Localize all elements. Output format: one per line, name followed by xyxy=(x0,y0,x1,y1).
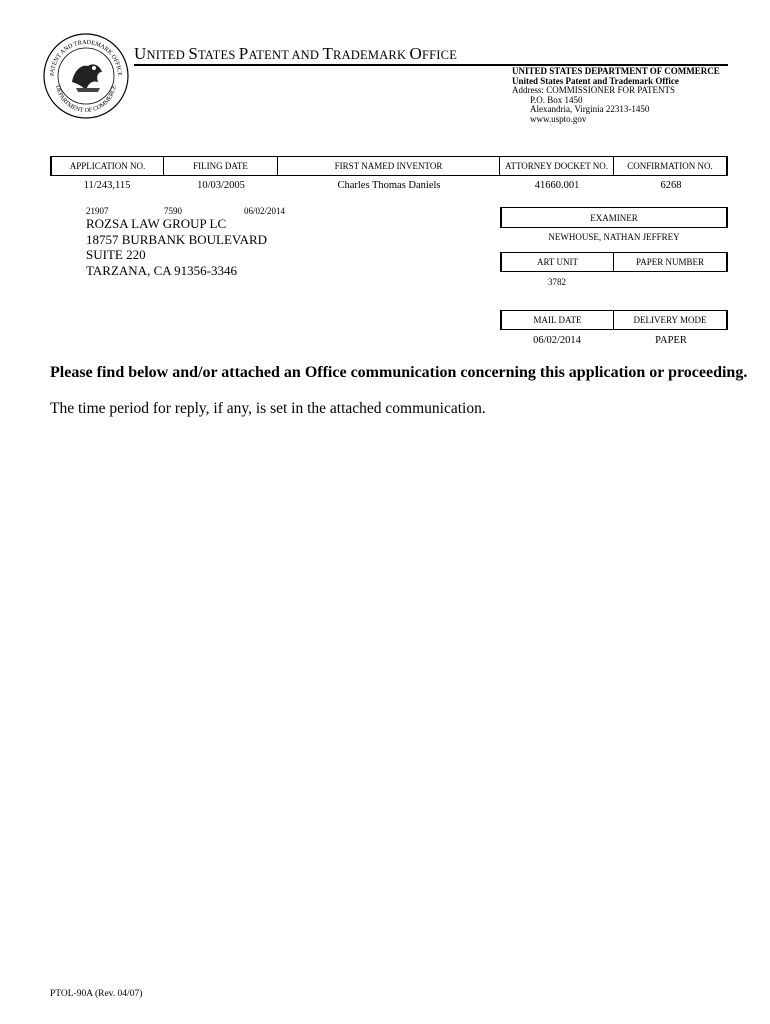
application-table-values xyxy=(50,180,728,191)
address-city: TARZANA, CA 91356-3346 xyxy=(86,262,237,278)
website: www.uspto.gov xyxy=(530,113,587,124)
correspondence-date: 06/02/2014 xyxy=(244,206,286,216)
office-communication-notice: Please find below and/or attached an Office communication concerning this application or proceeding. xyxy=(50,364,748,381)
department-address-block xyxy=(512,67,720,124)
form-identifier: PTOL-90A (Rev. 04/07) xyxy=(50,989,143,999)
header-application-no: APPLICATION NO. xyxy=(50,156,164,176)
art-unit-header xyxy=(500,252,728,272)
inventor-value: Charles Thomas Daniels xyxy=(337,180,441,191)
examiner-name: NEWHOUSE, NATHAN JEFFREY xyxy=(548,232,680,242)
application-no-value: 11/243,115 xyxy=(83,180,131,191)
office-title-part: OFFICE xyxy=(409,44,458,63)
header-confirmation-no: CONFIRMATION NO. xyxy=(614,156,728,176)
delivery-mode-label: DELIVERY MODE xyxy=(614,310,728,330)
mail-date-value: 06/02/2014 xyxy=(533,335,581,346)
correspondence-codes xyxy=(86,206,285,216)
po-box: P.O. Box 1450 xyxy=(530,94,583,105)
department-name: UNITED STATES DEPARTMENT OF COMMERCE xyxy=(512,66,720,76)
correspondence-code: 7590 xyxy=(164,206,182,216)
correspondence-address xyxy=(86,216,267,278)
reply-period-text: The time period for reply, if any, is set in the attached communication. xyxy=(50,400,486,417)
confirmation-no-value: 6268 xyxy=(660,180,682,191)
header-filing-date: FILING DATE xyxy=(164,156,278,176)
mailing-header xyxy=(500,310,728,330)
office-title-part: PATENT AND xyxy=(238,44,323,63)
mail-date-label: MAIL DATE xyxy=(500,310,614,330)
examiner-label: EXAMINER xyxy=(500,207,728,228)
art-unit-value: 3782 xyxy=(548,277,566,287)
address-firm: ROZSA LAW GROUP LC xyxy=(86,216,227,231)
filing-date-value: 10/03/2005 xyxy=(197,180,245,191)
office-title-part: STATES xyxy=(188,44,239,63)
address-suite: SUITE 220 xyxy=(86,247,146,262)
address-street: 18757 BURBANK BOULEVARD xyxy=(86,231,268,247)
office-title xyxy=(134,44,457,64)
art-unit-label: ART UNIT xyxy=(500,252,614,272)
mailing-values xyxy=(500,335,728,346)
uspto-seal-icon xyxy=(42,32,130,120)
seal-bottom-text: DEPARTMENT OF COMMERCE xyxy=(54,84,118,115)
application-table-header xyxy=(50,156,728,176)
header-first-named-inventor: FIRST NAMED INVENTOR xyxy=(278,156,500,176)
city-line: Alexandria, Virginia 22313-1450 xyxy=(530,104,650,114)
address-line: Address: COMMISSIONER FOR PATENTS xyxy=(512,85,675,95)
header-attorney-docket-no: ATTORNEY DOCKET NO. xyxy=(500,156,614,176)
paper-number-label: PAPER NUMBER xyxy=(614,252,728,272)
office-name: United States Patent and Trademark Office xyxy=(512,75,679,86)
delivery-mode-value: PAPER xyxy=(655,335,687,346)
seal-top-text: PATENT AND TRADEMARK OFFICE xyxy=(48,38,124,77)
office-title-part: TRADEMARK xyxy=(322,44,410,63)
customer-number: 21907 xyxy=(86,206,109,216)
office-title-part: UNITED xyxy=(134,44,189,63)
docket-no-value: 41660.001 xyxy=(534,180,580,191)
